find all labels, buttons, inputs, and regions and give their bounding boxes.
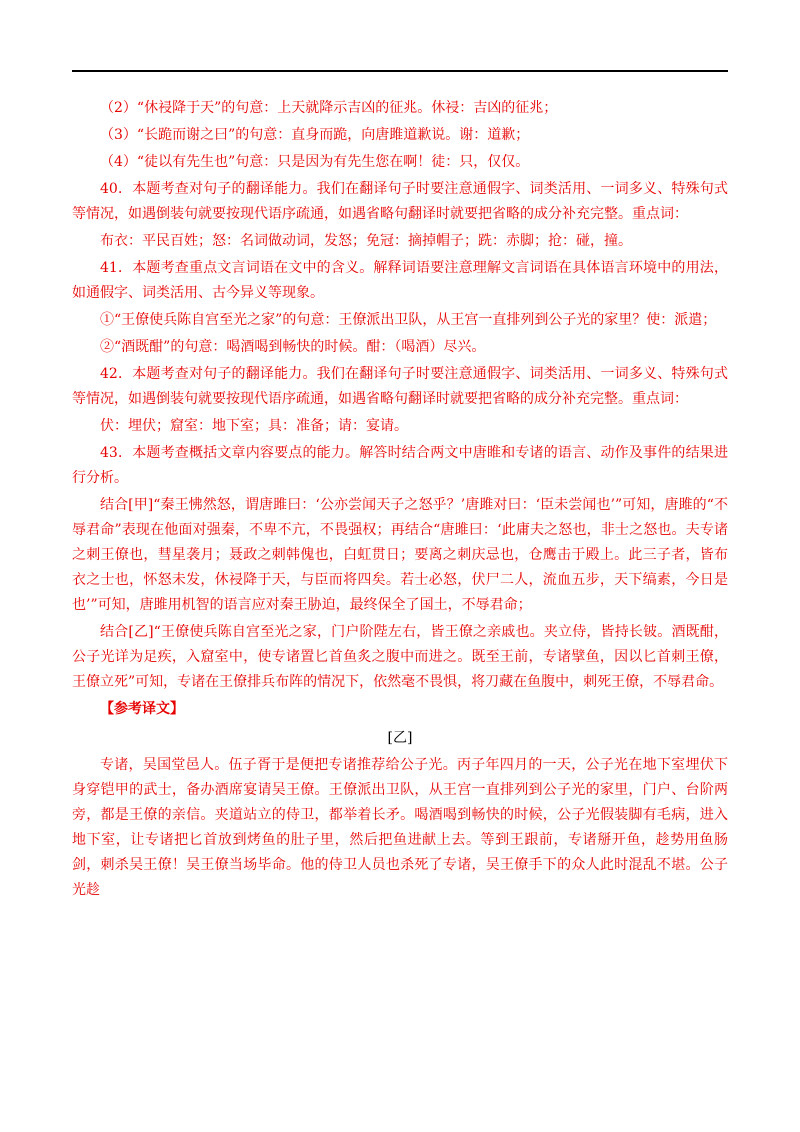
answer-41-item-1: ①“王僚使兵陈自宫至光之家”的句意：王僚派出卫队，从王宫一直排列到公子光的家里？使：派遣； [100, 312, 717, 328]
answer-40-key-words: 布衣：平民百姓；怒：名词做动词，发怒；免冠：摘掉帽子；跣：赤脚；抢：碰，撞。 [100, 233, 632, 249]
translation-paragraph: 专诸，吴国堂邑人。伍子胥于是便把专诸推荐给公子光。丙子年四月的一天，公子光在地下室埋伏下身穿铠甲的武士，备办酒席宴请吴王僚。王僚派出卫队，从王宫一直排列到公子光的家里，门户、台阶两旁，都是王僚的亲信。夹道站立的侍卫，都举着长矛。喝酒喝到畅快的时候，公子光假装脚有毛病，进入地下室，让专诸把匕首放到烤鱼的肚子里，然后把鱼进献上去。等到王跟前，专诸掰开鱼，趁势用鱼肠剑，刺杀吴王僚！吴王僚当场毕命。他的侍卫人员也杀死了专诸，吴王僚手下的众人此时混乱不堪。公子光趁 [72, 757, 728, 898]
answer-43-part-yi: 结合[乙]“王僚使兵陈自宫至光之家，门户阶陛左右，皆王僚之亲戚也。夹立侍，皆持长铍。酒既酣，公子光详为足疾，入窟室中，使专诸置匕首鱼炙之腹中而进之。既至王前，专诸擘鱼，因以匕首刺王僚，王僚立死”可知，专诸在王僚排兵布阵的情况下，依然毫不畏惧，将刀藏在鱼腹中，刺死王僚，不辱君命。 [72, 624, 728, 690]
answer-42: 42．本题考查对句子的翻译能力。我们在翻译句子时要注意通假字、词类活用、一词多义、特殊句式等情况，如遇倒装句就要按现代语序疏通，如遇省略句翻译时就要把省略的成分补充完整。重点词： [72, 366, 728, 407]
answer-line-2: （2）“休祲降于天”的句意：上天就降示吉凶的征兆。休祲：吉凶的征兆； [100, 100, 558, 116]
header-rule [72, 70, 728, 72]
answer-line-4: （4）“徒以有先生也”句意：只是因为有先生您在啊！徒：只，仅仅。 [100, 154, 530, 170]
answer-43-part-jia: 结合[甲]“秦王怫然怒，谓唐雎曰：‘公亦尝闻天子之怒乎？’唐雎对曰：‘臣未尝闻也’”可知，唐雎的“不辱君命”表现在他面对强秦，不卑不亢，不畏强权；再结合“唐雎曰：‘此庸夫之怒也，非士之怒也。夫专诸之刺王僚也，彗星袭月；聂政之刺韩傀也，白虹贯日；要离之刺庆忌也，仓鹰击于殿上。此三子者，皆布衣之士也，怀怒未发，休祲降于天，与臣而将四矣。若士必怒，伏尸二人，流血五步，天下缟素，今日是也’”可知，唐雎用机智的语言应对秦王胁迫，最终保全了国土，不辱君命； [72, 497, 728, 613]
answer-line-3: （3）“长跪而谢之曰”的句意：直身而跪，向唐雎道歉说。谢：道歉； [100, 127, 530, 143]
answer-42-key-words: 伏：埋伏；窟室：地下室；具：准备；请：宴请。 [100, 418, 408, 434]
reference-translation-heading: 【参考译文】 [100, 701, 184, 717]
answer-40: 40．本题考查对句子的翻译能力。我们在翻译句子时要注意通假字、词类活用、一词多义、特殊句式等情况，如遇倒装句就要按现代语序疏通，如遇省略句翻译时就要把省略的成分补充完整。重点词： [72, 181, 728, 222]
answer-document [72, 96, 728, 903]
answer-41: 41．本题考查重点文言词语在文中的含义。解释词语要注意理解文言词语在具体语言环境中的用法，如通假字、词类活用、古今异义等现象。 [72, 260, 728, 301]
answer-43: 43．本题考查概括文章内容要点的能力。解答时结合两文中唐睢和专诸的语言、动作及事件的结果进行分析。 [72, 445, 728, 486]
section-label-yi: [乙] [387, 730, 413, 746]
answer-41-item-2: ②“酒既酣”的句意：喝酒喝到畅快的时候。酣：（喝酒）尽兴。 [100, 339, 486, 355]
